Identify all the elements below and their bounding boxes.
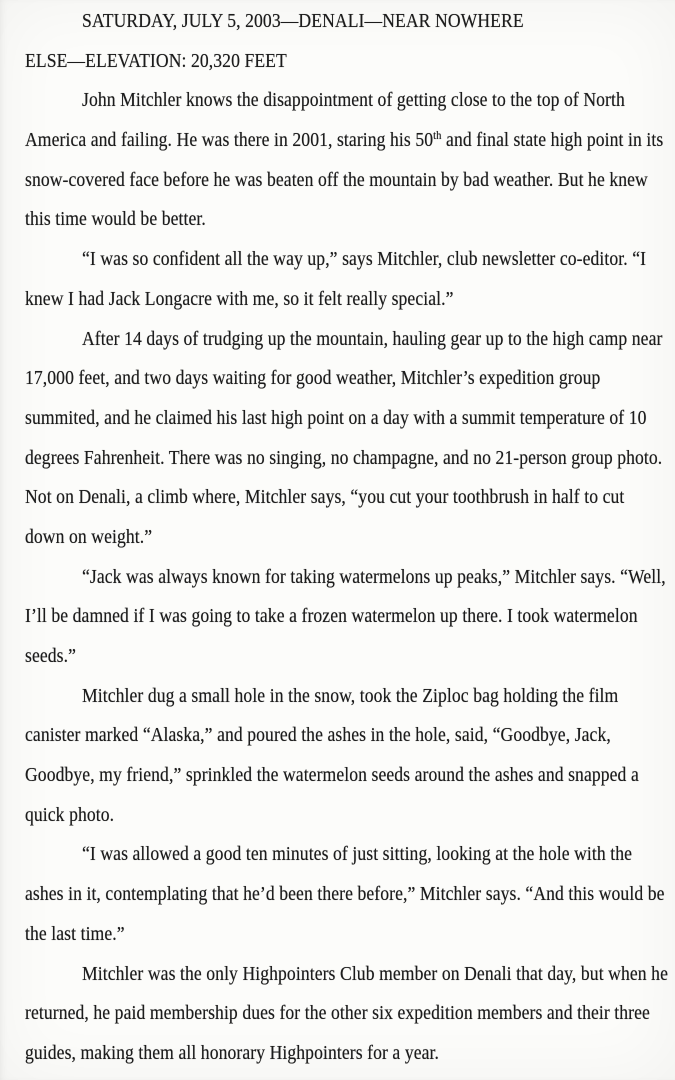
body-line: Not on Denali, a climb where, Mitchler says, “you cut your toothbrush in half to cut	[25, 486, 625, 509]
body-line: knew I had Jack Longacre with me, so it felt really special.”	[25, 287, 454, 310]
paragraph-first-line: “I was allowed a good ten minutes of just sitting, looking at the hole with the	[81, 843, 633, 866]
body-line: I’ll be damned if I was going to take a frozen watermelon up there. I took watermelon	[25, 605, 638, 628]
body-line: ashes in it, contemplating that he’d been there before,” Mitchler says. “And this would be	[25, 883, 665, 906]
dateline-line: ELSE—ELEVATION: 20,320 FEET	[25, 49, 287, 72]
paragraph	[25, 677, 668, 836]
paragraph	[25, 320, 668, 558]
paragraph-first-line: “Jack was always known for taking watermelons up peaks,” Mitchler says. “Well,	[81, 565, 666, 588]
body-line: snow-covered face before he was beaten off the mountain by bad weather. But he knew	[25, 168, 648, 191]
body-line: degrees Fahrenheit. There was no singing, no champagne, and no 21-person group photo.	[25, 446, 663, 469]
body-line: summited, and he claimed his last high point on a day with a summit temperature of 10	[25, 406, 647, 429]
body-line: returned, he paid membership dues for the other six expedition members and their three	[25, 1002, 650, 1025]
body-line	[25, 121, 668, 161]
paragraph	[25, 81, 668, 240]
body-line: guides, making them all honorary Highpointers for a year.	[25, 1041, 440, 1064]
paragraph	[25, 835, 668, 954]
paragraph	[25, 240, 668, 319]
paragraph	[25, 558, 668, 677]
body-line: quick photo.	[25, 803, 115, 826]
paragraph-first-line: John Mitchler knows the disappointment of getting close to the top of North	[81, 89, 625, 112]
paragraph	[25, 955, 668, 1074]
body-line: seeds.”	[25, 645, 77, 667]
body-line: Goodbye, my friend,” sprinkled the watermelon seeds around the ashes and snapped a	[25, 764, 639, 787]
body-line: down on weight.”	[25, 525, 153, 548]
paragraph-first-line: “I was so confident all the way up,” says Mitchler, club newsletter co-editor. “I	[81, 248, 647, 271]
dateline-heading	[25, 2, 668, 81]
document-text-block	[25, 2, 668, 1074]
paragraph-first-line: Mitchler was the only Highpointers Club member on Denali that day, but when he	[81, 962, 668, 985]
dateline-line: SATURDAY, JULY 5, 2003—DENALI—NEAR NOWHERE	[81, 10, 524, 32]
body-line: this time would be better.	[25, 208, 206, 231]
paragraph-first-line: Mitchler dug a small hole in the snow, took the Ziploc bag holding the film	[81, 684, 619, 707]
body-text: and final state high point in its	[441, 129, 664, 152]
body-line: 17,000 feet, and two days waiting for good weather, Mitchler’s expedition group	[25, 367, 601, 390]
body-text: America and failing. He was there in 2001, staring his 50	[25, 129, 434, 152]
body-line: the last time.”	[25, 922, 125, 945]
paragraph-first-line: After 14 days of trudging up the mountain, hauling gear up to the high camp near	[81, 327, 663, 350]
ordinal-superscript: th	[433, 128, 442, 143]
body-line: canister marked “Alaska,” and poured the ashes in the hole, said, “Goodbye, Jack,	[25, 724, 611, 747]
